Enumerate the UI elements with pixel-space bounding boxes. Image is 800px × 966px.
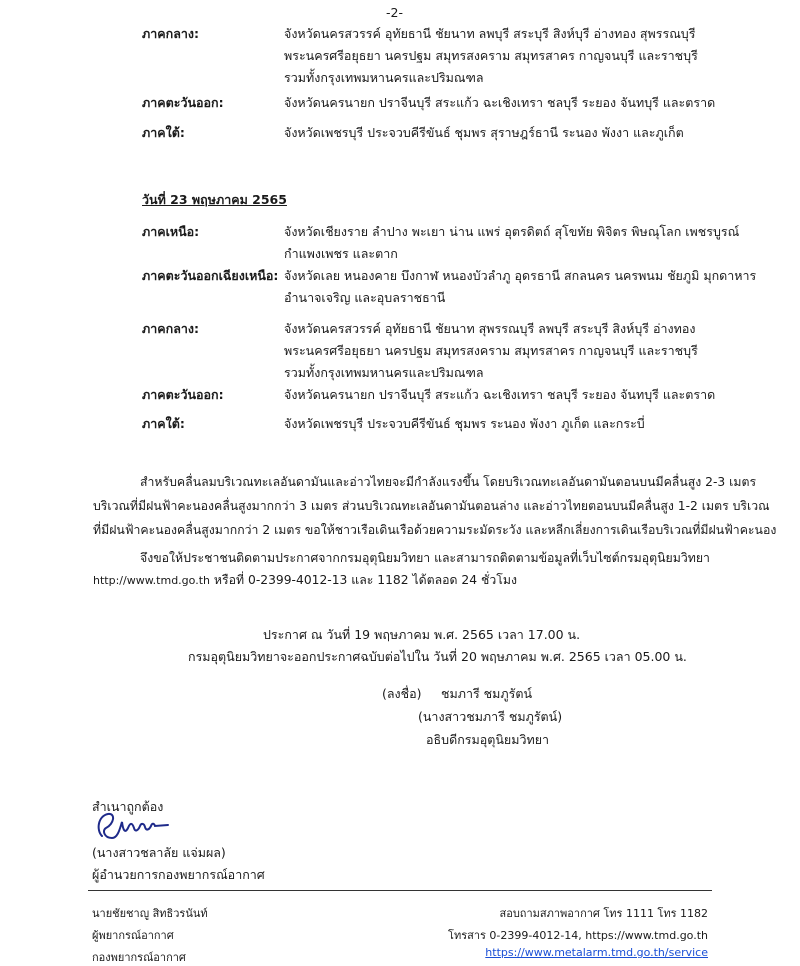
website-url: http://www.tmd.go.th [93, 574, 210, 587]
follow-paragraph-line2 [93, 568, 517, 593]
hotline-info: สอบถามสภาพอากาศ โทร 1111 โทร 1182 [499, 907, 708, 920]
region-text-line: จังหวัดนครสวรรค์ อุทัยธานี ชัยนาท สุพรรณบุรี ลพบุรี สระบุรี สิงห์บุรี อ่างทอง [284, 321, 696, 336]
certifier-title: ผู้อำนวยการกองพยากรณ์อากาศ [92, 867, 265, 882]
region-text-line: พระนครศรีอยุธยา นครปฐม สมุทรสงคราม สมุทรสาคร กาญจนบุรี และราชบุรี [284, 343, 698, 358]
region-text-line: พระนครศรีอยุธยา นครปฐม สมุทรสงคราม สมุทรสาคร กาญจนบุรี และราชบุรี [284, 48, 698, 63]
follow-paragraph-line: จึงขอให้ประชาชนติดตามประกาศจากกรมอุตุนิยมวิทยา และสามารถติดตามข้อมูลที่เว็บไซต์กรมอุตุนิยมวิทยา [140, 551, 710, 565]
region-text-line: รวมทั้งกรุงเทพมหานครและปริมณฑล [284, 70, 484, 85]
handwritten-signature [92, 808, 172, 844]
region-label-northeast: ภาคตะวันออกเฉียงเหนือ: [142, 268, 279, 283]
signed-label: (ลงชื่อ) [382, 686, 422, 701]
region-label-central-1: ภาคกลาง: [142, 26, 199, 41]
region-label-east-2: ภาคตะวันออก: [142, 387, 224, 402]
fax-website-info: โทรสาร 0-2399-4012-14, https://www.tmd.go.th [448, 929, 708, 942]
wave-paragraph-line: สำหรับคลื่นลมบริเวณทะเลอันดามันและอ่าวไทยจะมีกำลังแรงขึ้น โดยบริเวณทะเลอันดามันตอนบนมีคลื่นสูง 2-3 เมตร [140, 475, 757, 489]
wave-paragraph-line: ที่มีฝนฟ้าคะนองคลื่นสูงมากกว่า 2 เมตร ขอให้ชาวเรือเดินเรือด้วยความระมัดระวัง และหลีกเลี่ยงการเดินเรือบริเวณที่มีฝนฟ้าคะนอง [93, 523, 777, 537]
next-announce: กรมอุตุนิยมวิทยาจะออกประกาศฉบับต่อไปใน วันที่ 20 พฤษภาคม พ.ศ. 2565 เวลา 05.00 น. [188, 649, 687, 664]
region-text-line: จังหวัดเพชรบุรี ประจวบคีรีขันธ์ ชุมพร สุราษฎร์ธานี ระนอง พังงา และภูเก็ต [284, 125, 684, 140]
region-text-line: จังหวัดนครนายก ปราจีนบุรี สระแก้ว ฉะเชิงเทรา ชลบุรี ระยอง จันทบุรี และตราด [284, 387, 716, 402]
region-label-north: ภาคเหนือ: [142, 224, 200, 239]
metalarm-service-link[interactable]: https://www.metalarm.tmd.go.th/service [485, 946, 708, 959]
hotline-text: หรือที่ 0-2399-4012-13 และ 1182 ได้ตลอด 24 ชั่วโมง [209, 573, 517, 587]
forecaster-role: ผู้พยากรณ์อากาศ [92, 929, 174, 942]
region-text-line: รวมทั้งกรุงเทพมหานครและปริมณฑล [284, 365, 484, 380]
signer-full-name: (นางสาวชมภารี ชมภูรัตน์) [418, 709, 563, 724]
announce-date: ประกาศ ณ วันที่ 19 พฤษภาคม พ.ศ. 2565 เวลา 17.00 น. [263, 627, 581, 642]
certifier-name: (นางสาวชลาลัย แจ่มผล) [92, 845, 226, 860]
region-label-south-1: ภาคใต้: [142, 125, 185, 140]
forecaster-name: นายชัยชาญู สิทธิวรนันท์ [92, 907, 208, 920]
region-label-south-2: ภาคใต้: [142, 416, 185, 431]
region-text-line: จังหวัดเชียงราย ลำปาง พะเยา น่าน แพร่ อุตรดิตถ์ สุโขทัย พิจิตร พิษณุโลก เพชรบูรณ์ [284, 224, 740, 239]
footer-divider [88, 890, 712, 891]
signed-name: ชมภารี ชมภูรัตน์ [441, 686, 533, 701]
region-text-line: อำนาจเจริญ และอุบลราชธานี [284, 290, 446, 305]
region-text-line: จังหวัดเพชรบุรี ประจวบคีรีขันธ์ ชุมพร ระนอง พังงา ภูเก็ต และกระบี่ [284, 416, 645, 431]
certified-copy-label: สำเนาถูกต้อง [92, 799, 164, 814]
region-text-line: จังหวัดนครสวรรค์ อุทัยธานี ชัยนาท ลพบุรี สระบุรี สิงห์บุรี อ่างทอง สุพรรณบุรี [284, 26, 696, 41]
forecaster-division: กองพยากรณ์อากาศ [92, 951, 186, 964]
region-text-line: จังหวัดนครนายก ปราจีนบุรี สระแก้ว ฉะเชิงเทรา ชลบุรี ระยอง จันทบุรี และตราด [284, 95, 716, 110]
region-text-line: จังหวัดเลย หนองคาย บึงกาฬ หนองบัวลำภู อุดรธานี สกลนคร นครพนม ชัยภูมิ มุกดาหาร [284, 268, 757, 283]
region-label-east-1: ภาคตะวันออก: [142, 95, 224, 110]
page-number: -2- [386, 5, 403, 20]
region-label-central-2: ภาคกลาง: [142, 321, 199, 336]
signer-title: อธิบดีกรมอุตุนิยมวิทยา [426, 732, 550, 747]
forecast-date-heading: วันที่ 23 พฤษภาคม 2565 [142, 192, 287, 207]
region-text-line: กำแพงเพชร และตาก [284, 246, 398, 261]
wave-paragraph-line: บริเวณที่มีฝนฟ้าคะนองคลื่นสูงมากกว่า 3 เมตร ส่วนบริเวณทะเลอันดามันตอนล่าง และอ่าวไทยตอนบนมีคลื่นสูง 1-2 เมตร บริเวณ [93, 499, 770, 513]
